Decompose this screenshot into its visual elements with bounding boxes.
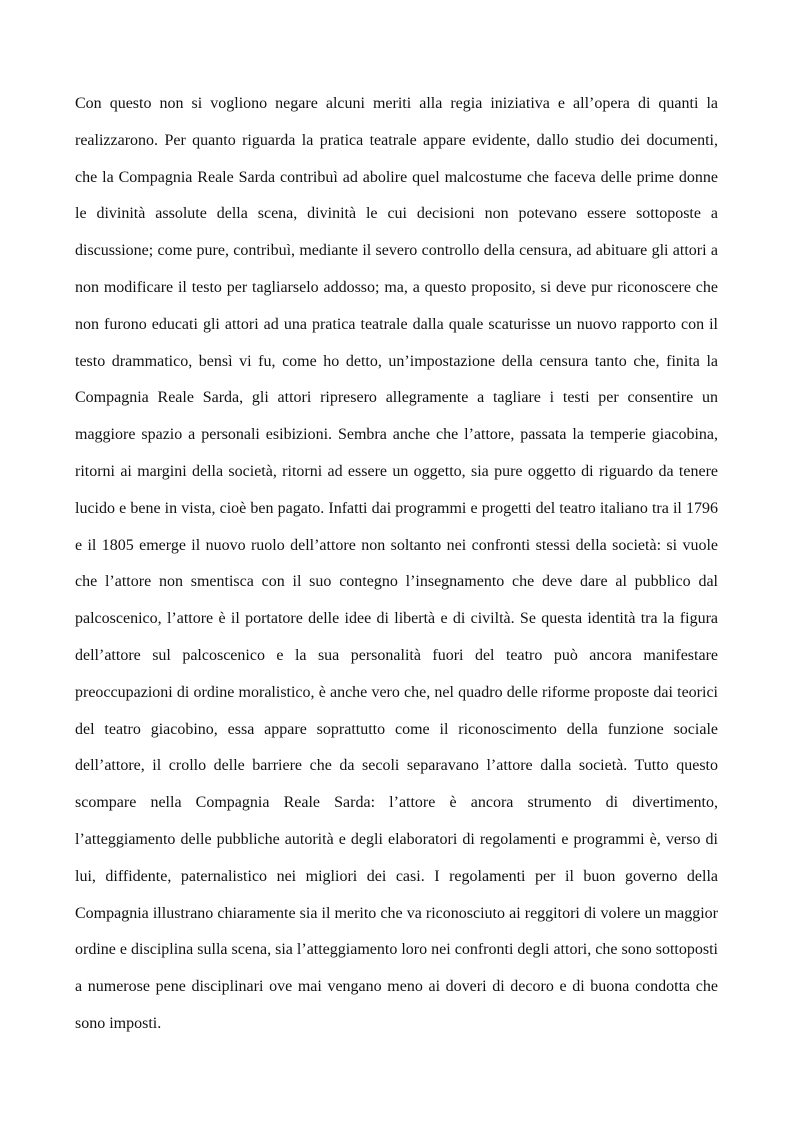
text-line: scompare nella Compagnia Reale Sarda: l’attore è ancora strumento di divertimento, bbox=[75, 794, 718, 812]
text-line: a numerose pene disciplinari ove mai vengano meno ai doveri di decoro e di buona condotta che bbox=[75, 978, 718, 996]
text-line: del teatro giacobino, essa appare soprattutto come il riconoscimento della funzione sociale bbox=[75, 720, 718, 738]
text-line: e il 1805 emerge il nuovo ruolo dell’attore non soltanto nei confronti stessi della società: si vuole bbox=[75, 536, 718, 554]
text-line: palcoscenico, l’attore è il portatore delle idee di libertà e di civiltà. Se questa identità tra la figura bbox=[75, 610, 718, 628]
text-line: Compagnia illustrano chiaramente sia il merito che va riconosciuto ai reggitori di volere un maggior bbox=[75, 904, 718, 922]
text-line: dell’attore sul palcoscenico e la sua personalità fuori del teatro può ancora manifestare bbox=[75, 646, 718, 664]
text-line: maggiore spazio a personali esibizioni. Sembra anche che l’attore, passata la temperie giacobina, bbox=[75, 426, 718, 444]
text-line: lui, diffidente, paternalistico nei migliori dei casi. I regolamenti per il buon governo della bbox=[75, 867, 718, 885]
text-line: non modificare il testo per tagliarselo addosso; ma, a questo proposito, si deve pur riconoscere che bbox=[75, 278, 718, 296]
text-line: non furono educati gli attori ad una pratica teatrale dalla quale scaturisse un nuovo rapporto con il bbox=[75, 315, 718, 333]
text-line: Con questo non si vogliono negare alcuni meriti alla regia iniziativa e all’opera di quanti la bbox=[75, 95, 718, 112]
text-line: ordine e disciplina sulla scena, sia l’atteggiamento loro nei confronti degli attori, che sono sottoposti bbox=[75, 941, 718, 959]
text-line: preoccupazioni di ordine moralistico, è anche vero che, nel quadro delle riforme proposte dai teorici bbox=[75, 683, 718, 701]
text-line: lucido e bene in vista, cioè ben pagato. Infatti dai programmi e progetti del teatro italiano tra il 1796 bbox=[75, 499, 718, 517]
body-paragraph bbox=[75, 91, 718, 1048]
text-line-last: sono imposti. bbox=[75, 1014, 162, 1032]
text-line: che la Compagnia Reale Sarda contribuì ad abolire quel malcostume che faceva delle prime donne bbox=[75, 168, 718, 186]
text-line: dell’attore, il crollo delle barriere che da secoli separavano l’attore dalla società. Tutto questo bbox=[75, 757, 718, 775]
text-line: l’atteggiamento delle pubbliche autorità e degli elaboratori di regolamenti e programmi è, verso di bbox=[75, 830, 718, 848]
text-line: le divinità assolute della scena, divinità le cui decisioni non potevano essere sottoposte a bbox=[75, 205, 718, 223]
text-line: realizzarono. Per quanto riguarda la pratica teatrale appare evidente, dallo studio dei documenti, bbox=[75, 131, 718, 149]
text-line: Compagnia Reale Sarda, gli attori ripresero allegramente a tagliare i testi per consentire un bbox=[75, 389, 718, 407]
text-line: testo drammatico, bensì vi fu, come ho detto, un’impostazione della censura tanto che, finita la bbox=[75, 352, 718, 370]
text-line: ritorni ai margini della società, ritorni ad essere un oggetto, sia pure oggetto di riguardo da tenere bbox=[75, 462, 718, 480]
text-line: discussione; come pure, contribuì, mediante il severo controllo della censura, ad abituare gli attori a bbox=[75, 242, 718, 260]
text-line: che l’attore non smentisca con il suo contegno l’insegnamento che deve dare al pubblico dal bbox=[75, 573, 718, 591]
